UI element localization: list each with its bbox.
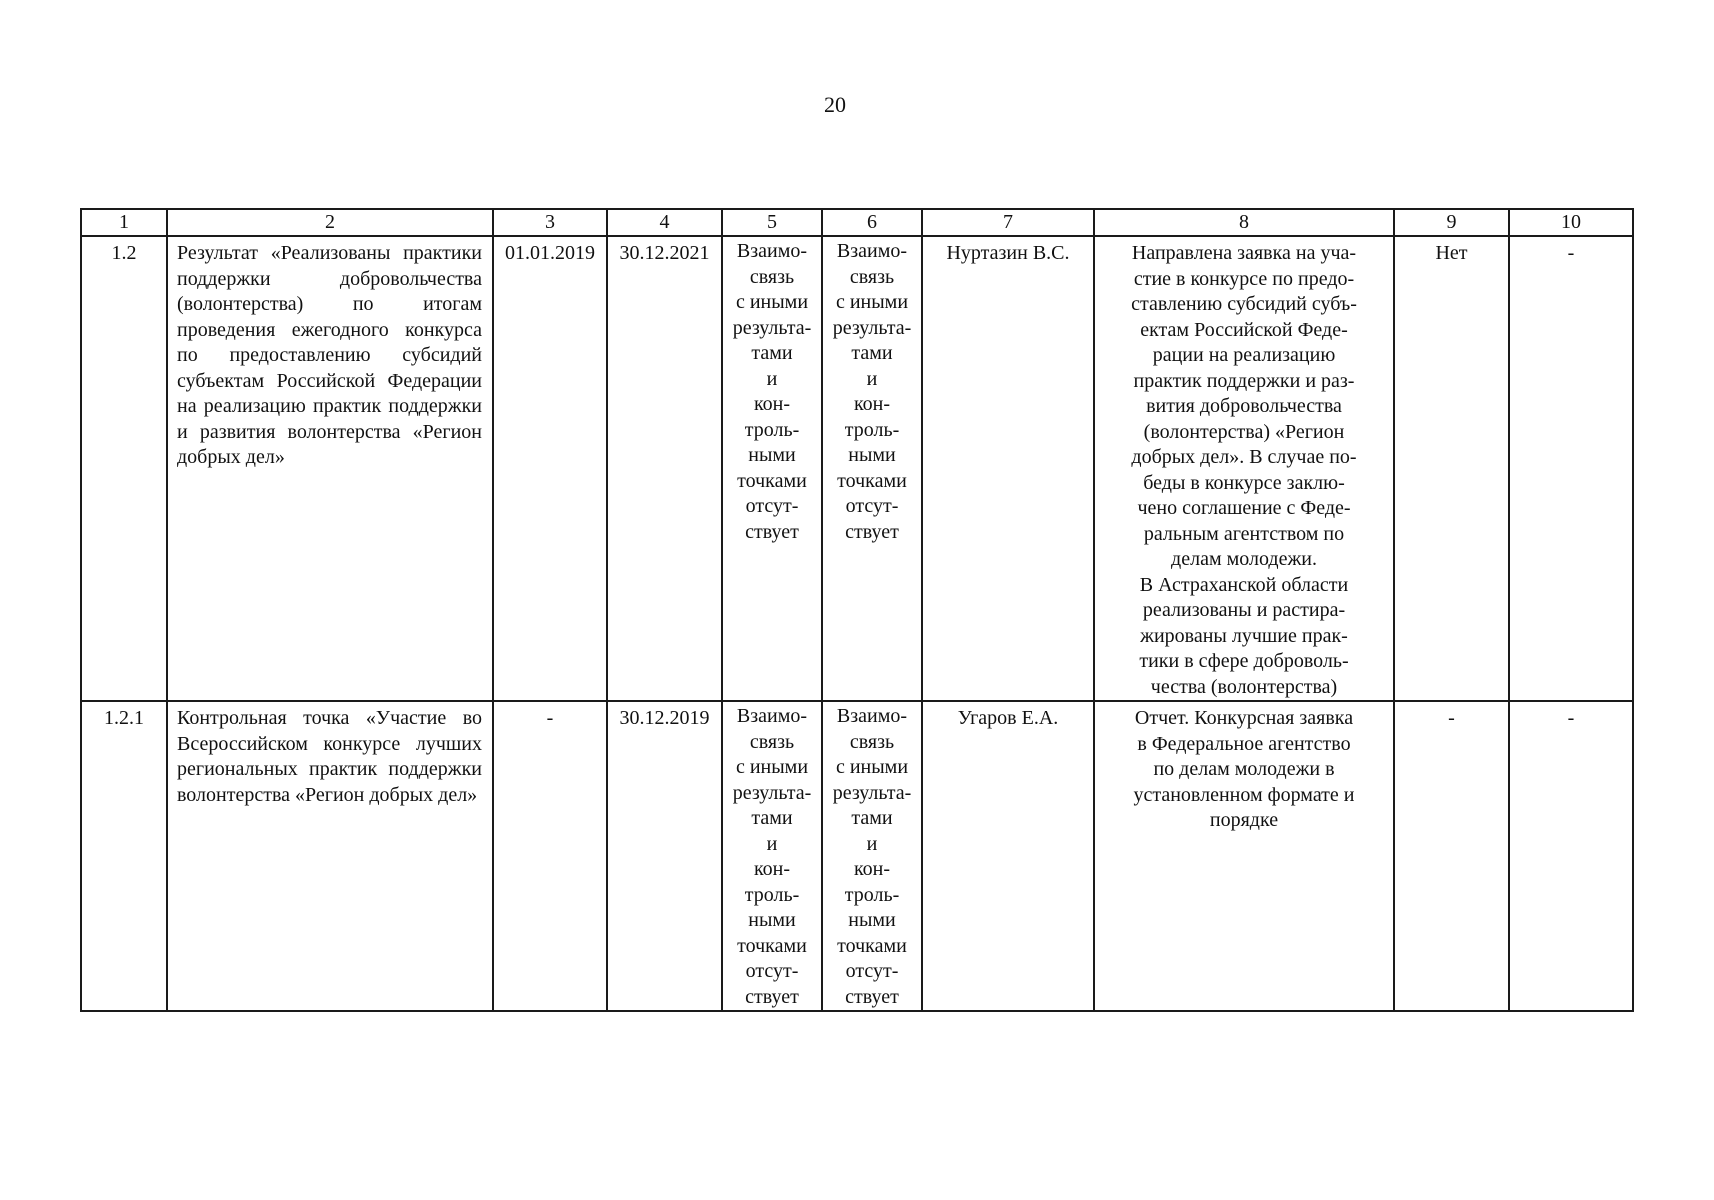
table-row	[81, 701, 1633, 1011]
table-row	[81, 236, 1633, 701]
cell-col-5: Взаимо- связь с иными результа- тами и кон- троль- ными точками отсут- ствует	[722, 701, 822, 1011]
header-row	[81, 209, 1633, 236]
header-col-4: 4	[607, 209, 722, 236]
cell-end-date: 30.12.2019	[607, 701, 722, 1011]
header-col-8: 8	[1094, 209, 1394, 236]
cell-col-6: Взаимо- связь с иными результа- тами и кон- троль- ными точками отсут- ствует	[822, 236, 922, 701]
plan-table	[80, 208, 1634, 1012]
header-col-6: 6	[822, 209, 922, 236]
header-col-3: 3	[493, 209, 607, 236]
cell-end-date: 30.12.2021	[607, 236, 722, 701]
cell-start-date: 01.01.2019	[493, 236, 607, 701]
cell-start-date: -	[493, 701, 607, 1011]
cell-description: Отчет. Конкурсная заявка в Федеральное агентство по делам молодежи в установленном формате и порядке	[1094, 701, 1394, 1011]
cell-col-10: -	[1509, 701, 1633, 1011]
header-col-7: 7	[922, 209, 1094, 236]
header-col-9: 9	[1394, 209, 1509, 236]
header-col-10: 10	[1509, 209, 1633, 236]
header-col-2: 2	[167, 209, 493, 236]
cell-description: Направлена заявка на уча- стие в конкурсе по предо- ставлению субсидий субъ- ектам Российской Феде- рации на реализацию практик поддержки и раз- вития добровольчества (волонтерства) «Регион добрых дел». В случае по- беды в конкурсе заклю- чено соглашение с Феде- ральным агентством по делам молодежи. В Астраханской области реализованы и растира- жированы лучшие прак- тики в сфере доброволь- чества (волонтерства)	[1094, 236, 1394, 701]
cell-number: 1.2	[81, 236, 167, 701]
cell-col-10: -	[1509, 236, 1633, 701]
header-col-5: 5	[722, 209, 822, 236]
cell-col-5: Взаимо- связь с иными результа- тами и кон- троль- ными точками отсут- ствует	[722, 236, 822, 701]
cell-responsible: Угаров Е.А.	[922, 701, 1094, 1011]
cell-col-9: Нет	[1394, 236, 1509, 701]
cell-name: Контрольная точка «Участие во Всероссийском конкурсе лучших региональных практик поддержки волонтерства «Регион добрых дел»	[167, 701, 493, 1011]
cell-responsible: Нуртазин В.С.	[922, 236, 1094, 701]
cell-number: 1.2.1	[81, 701, 167, 1011]
cell-col-9: -	[1394, 701, 1509, 1011]
page-number: 20	[824, 92, 846, 117]
cell-col-6: Взаимо- связь с иными результа- тами и кон- троль- ными точками отсут- ствует	[822, 701, 922, 1011]
header-col-1: 1	[81, 209, 167, 236]
cell-name: Результат «Реализованы практики поддержки добровольчества (волонтерства) по итогам проведения ежегодного конкурса по предоставлению субсидий субъектам Российской Федерации на реализацию практик поддержки и развития волонтерства «Регион добрых дел»	[167, 236, 493, 701]
